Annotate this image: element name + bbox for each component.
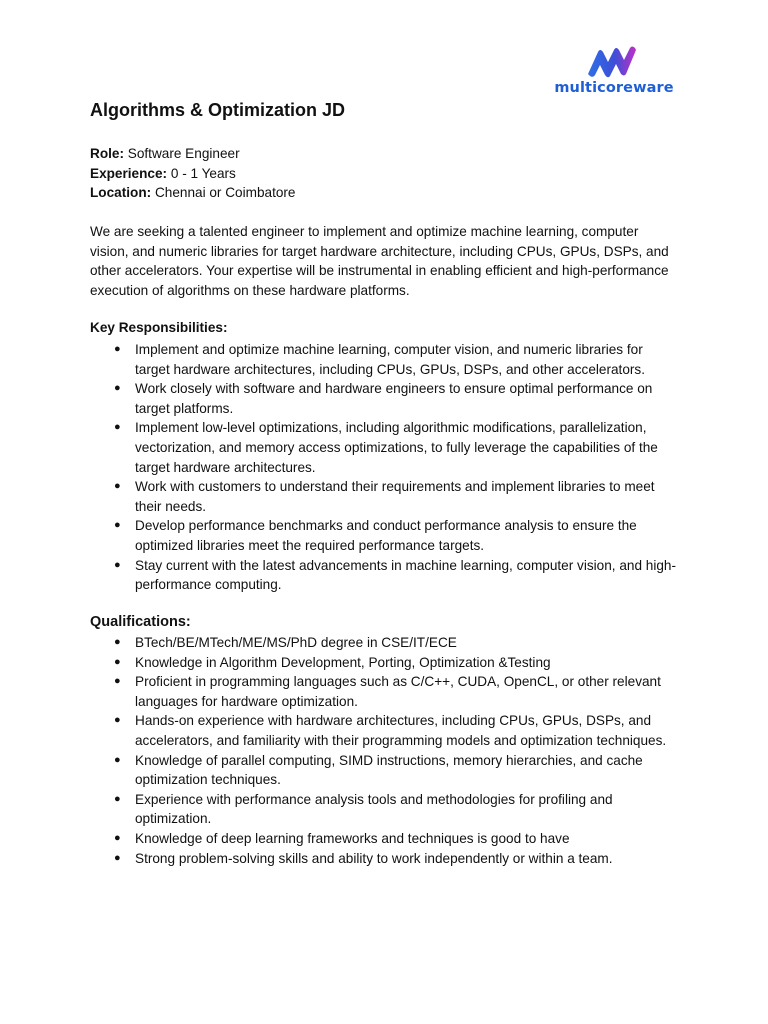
experience-value: 0 - 1 Years	[170, 165, 236, 181]
location-value: Chennai or Coimbatore	[154, 185, 296, 201]
brand-name: multicoreware	[554, 80, 674, 96]
list-item	[90, 751, 680, 790]
list-item	[90, 556, 680, 595]
page-title: Algorithms & Optimization JD	[90, 100, 346, 120]
list-item	[90, 711, 680, 750]
list-item	[90, 516, 680, 555]
bullet-icon: ●	[114, 851, 121, 864]
list-item	[90, 672, 680, 711]
list-item-text: Stay current with the latest advancements in machine learning, computer vision, and high-performance computing.	[135, 557, 677, 593]
list-item-text: Knowledge of parallel computing, SIMD instructions, memory hierarchies, and cache optimization techniques.	[135, 752, 643, 788]
bullet-icon: ●	[114, 753, 121, 766]
role-value: Software Engineer	[127, 146, 240, 161]
role-label: Role:	[90, 146, 124, 161]
bullet-icon: ●	[114, 831, 121, 844]
experience-row	[90, 164, 296, 184]
list-item-text: Work closely with software and hardware engineers to ensure optimal performance on target platforms.	[135, 381, 653, 416]
list-item-text: BTech/BE/MTech/ME/MS/PhD degree in CSE/IT/ECE	[135, 635, 457, 650]
bullet-icon: ●	[114, 636, 121, 648]
bullet-icon: ●	[114, 519, 121, 532]
bullet-icon: ●	[114, 792, 121, 805]
list-item	[90, 653, 680, 673]
list-item-text: Proficient in programming languages such as C/C++, CUDA, OpenCL, or other relevant languages for hardware optimization.	[135, 674, 661, 709]
job-meta	[90, 144, 296, 203]
list-item-text: Knowledge of deep learning frameworks and techniques is good to have	[135, 830, 570, 846]
multicoreware-logo-icon	[584, 44, 640, 78]
list-item	[90, 340, 680, 379]
bullet-icon: ●	[114, 382, 121, 395]
list-item-text: Experience with performance analysis tools and methodologies for profiling and optimization.	[135, 791, 613, 827]
list-item	[90, 477, 680, 516]
intro-paragraph: We are seeking a talented engineer to implement and optimize machine learning, computer vision, and numeric libraries for target hardware architecture, including CPUs, GPUs, DSPs, and other accelerators. Your expertise will be instrumental in enabling efficient and high-performance execution of algorithms on these hardware platforms.	[90, 224, 669, 298]
list-item	[90, 790, 680, 829]
list-item-text: Hands-on experience with hardware architectures, including CPUs, GPUs, DSPs, and accelerators, and familiarity with their programming models and optimization techniques.	[135, 713, 667, 748]
bullet-icon: ●	[114, 655, 121, 668]
role-row	[90, 144, 296, 164]
list-item	[90, 633, 680, 653]
list-item-text: Knowledge in Algorithm Development, Porting, Optimization &Testing	[135, 654, 551, 670]
location-label: Location:	[90, 185, 152, 201]
location-row	[90, 183, 296, 203]
list-item-text: Implement and optimize machine learning, computer vision, and numeric libraries for target hardware architectures, including CPUs, GPUs, DSPs, and other accelerators.	[135, 342, 645, 377]
list-item-text: Implement low-level optimizations, including algorithmic modifications, parallelization, vectorization, and memory access optimizations, to fully leverage the capabilities of the target hardware architectures.	[135, 420, 658, 475]
bullet-icon: ●	[114, 343, 121, 355]
bullet-icon: ●	[114, 714, 121, 727]
list-item-text: Work with customers to understand their requirements and implement libraries to meet their needs.	[135, 479, 655, 514]
bullet-icon: ●	[114, 558, 121, 571]
qualifications-heading: Qualifications:	[90, 614, 191, 630]
bullet-icon: ●	[114, 480, 121, 493]
list-item-text: Develop performance benchmarks and conduct performance analysis to ensure the optimized libraries meet the required performance targets.	[135, 518, 637, 553]
experience-label: Experience:	[90, 165, 168, 181]
bullet-icon: ●	[114, 421, 121, 434]
list-item	[90, 829, 680, 849]
list-item	[90, 379, 680, 418]
list-item	[90, 418, 680, 477]
responsibilities-heading: Key Responsibilities:	[90, 320, 228, 335]
qualifications-list	[90, 633, 680, 868]
list-item	[90, 849, 680, 869]
responsibilities-list	[90, 340, 680, 595]
company-logo	[552, 44, 676, 100]
list-item-text: Strong problem-solving skills and ability to work independently or within a team.	[135, 850, 613, 866]
bullet-icon: ●	[114, 675, 121, 688]
